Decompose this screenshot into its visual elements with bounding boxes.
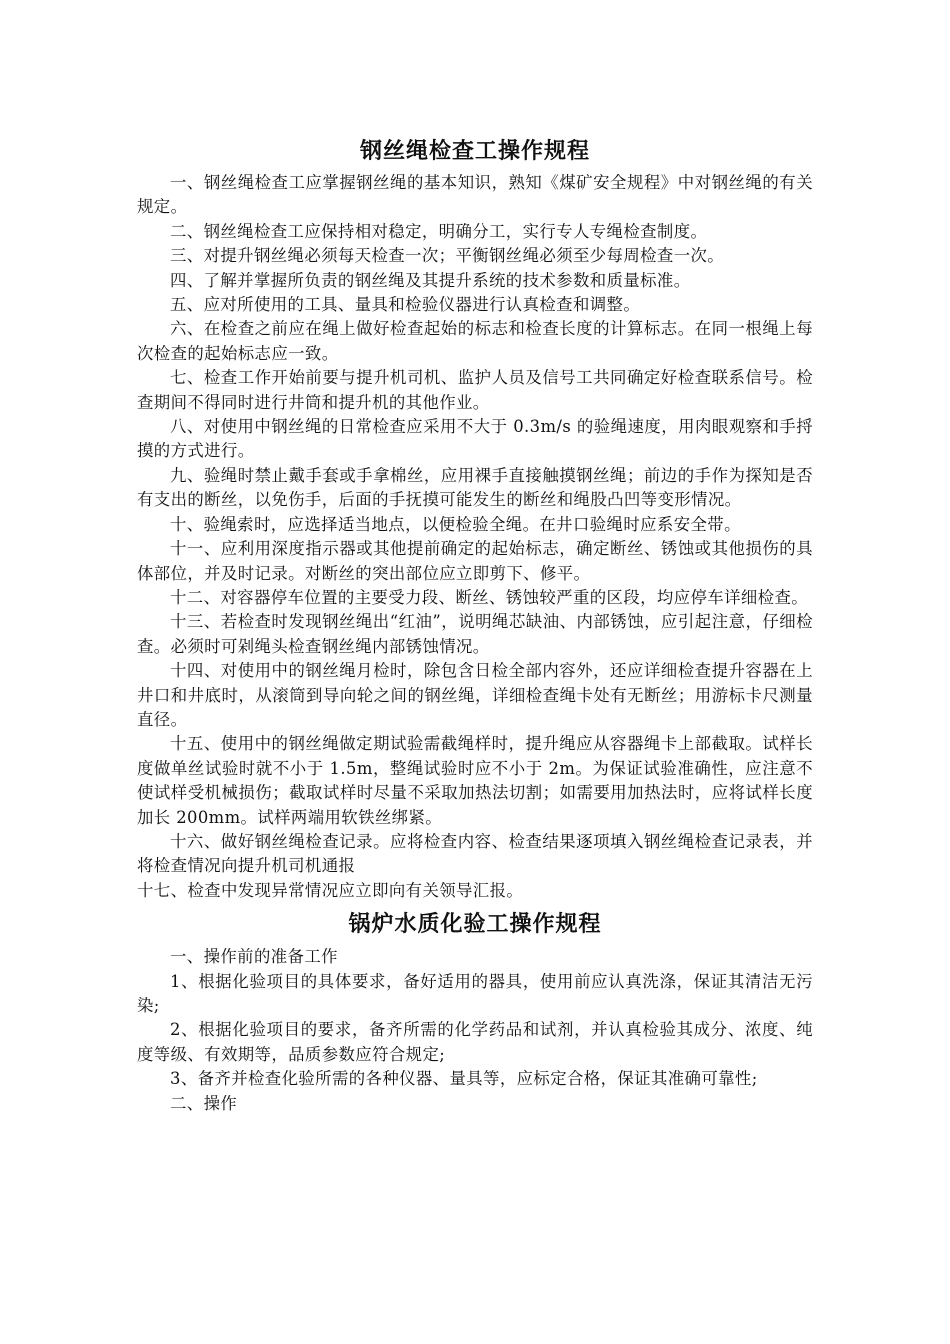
paragraph: 十一、应利用深度指示器或其他提前确定的起始标志，确定断丝、锈蚀或其他损伤的具体部位，并及时记录。对断丝的突出部位应立即剪下、修平。	[137, 539, 813, 583]
section-body-boiler-water	[137, 945, 813, 1116]
paragraph: 六、在检查之前应在绳上做好检查起始的标志和检查长度的计算标志。在同一根绳上每次检查的起始标志应一致。	[137, 319, 813, 363]
paragraph: 五、应对所使用的工具、量具和检验仪器进行认真检查和调整。	[170, 295, 641, 315]
paragraph: 2、根据化验项目的要求，备齐所需的化学药品和试剂，并认真检验其成分、浓度、纯度等级、有效期等，品质参数应符合规定;	[137, 1020, 813, 1064]
paragraph: 三、对提升钢丝绳必须每天检查一次；平衡钢丝绳必须至少每周检查一次。	[170, 246, 725, 266]
paragraph: 十四、对使用中的钢丝绳月检时，除包含日检全部内容外，还应详细检查提升容器在上井口和井底时，从滚筒到导向轮之间的钢丝绳，详细检查绳卡处有无断丝；用游标卡尺测量直径。	[137, 661, 813, 729]
paragraph: 二、钢丝绳检查工应保持相对稳定，明确分工，实行专人专绳检查制度。	[170, 221, 708, 241]
paragraph: 七、检查工作开始前要与提升机司机、监护人员及信号工共同确定好检查联系信号。检查期间不得同时进行井筒和提升机的其他作业。	[137, 368, 813, 412]
paragraph: 四、了解并掌握所负责的钢丝绳及其提升系统的技术参数和质量标准。	[170, 270, 691, 290]
paragraph: 3、备齐并检查化验所需的各种仪器、量具等，应标定合格，保证其准确可靠性;	[170, 1069, 758, 1089]
section-title-boiler-water: 锅炉水质化验工操作规程	[348, 911, 602, 938]
paragraph: 十二、对容器停车位置的主要受力段、断丝、锈蚀较严重的区段，均应停车详细检查。	[170, 587, 809, 607]
section-title-wire-rope: 钢丝绳检查工操作规程	[359, 138, 590, 164]
paragraph: 1、根据化验项目的具体要求，备好适用的器具，使用前应认真洗涤，保证其清洁无污染;	[137, 971, 813, 1015]
paragraph: 二、操作	[170, 1093, 238, 1113]
paragraph: 八、对使用中钢丝绳的日常检查应采用不大于 0.3m/s 的验绳速度，用肉眼观察和手捋摸的方式进行。	[137, 417, 813, 461]
paragraph: 一、钢丝绳检查工应掌握钢丝绳的基本知识，熟知《煤矿安全规程》中对钢丝绳的有关规定。	[137, 173, 813, 217]
paragraph-last: 十七、检查中发现异常情况应立即向有关领导汇报。	[137, 880, 524, 900]
section-body-wire-rope	[137, 171, 813, 903]
paragraph: 十三、若检查时发现钢丝绳出“红油”，说明绳芯缺油、内部锈蚀，应引起注意，仔细检查。必须时可剁绳头检查钢丝绳内部锈蚀情况。	[137, 612, 813, 656]
paragraph: 一、操作前的准备工作	[170, 947, 338, 967]
paragraph: 十六、做好钢丝绳检查记录。应将检查内容、检查结果逐项填入钢丝绳检查记录表，并将检查情况向提升机司机通报	[137, 831, 813, 876]
paragraph: 九、验绳时禁止戴手套或手拿棉丝，应用裸手直接触摸钢丝绳；前边的手作为探知是否有支出的断丝，以免伤手，后面的手抚摸可能发生的断丝和绳股凸凹等变形情况。	[137, 465, 813, 510]
document-content	[137, 134, 813, 1116]
paragraph: 十、验绳索时，应选择适当地点，以便检验全绳。在井口验绳时应系安全带。	[170, 514, 741, 534]
paragraph: 十五、使用中的钢丝绳做定期试验需截绳样时，提升绳应从容器绳卡上部截取。试样长度做单丝试验时就不小于 1.5m，整绳试验时应不小于 2m。为保证试验准确性，应注意不使试样受机械损伤；截取试样时尽量不采取加热法切割；如需要用加热法时，应将试样长度加长 200mm。试样两端用软铁丝绑紧。	[137, 734, 813, 827]
